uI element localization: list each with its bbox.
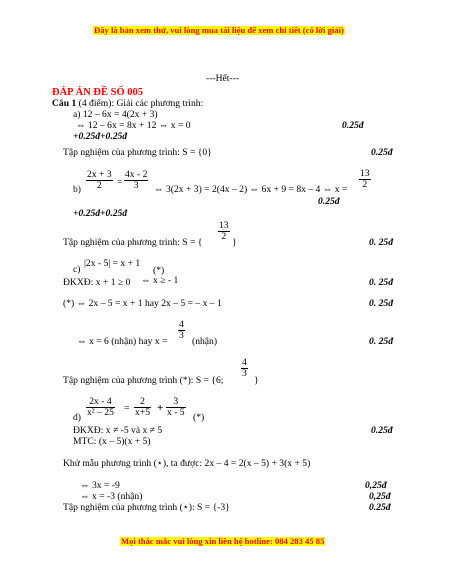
question-points: (4 điểm): Giải các phương trình:	[78, 98, 204, 109]
part-c-solution-set: Tập nghiệm của phương trình (*): S = {6;	[63, 375, 224, 386]
part-d-step-2: ⇔ x = -3 (nhận)	[80, 491, 143, 502]
part-d-label: d)	[73, 412, 81, 423]
question-1-header	[52, 99, 203, 110]
solution-set-value: {0}	[197, 147, 212, 158]
numerator: 13	[219, 220, 229, 231]
denominator: 2	[221, 231, 227, 243]
part-a-solution-set	[63, 148, 212, 159]
part-a-score-1: 0.25đ	[342, 120, 364, 131]
part-b-fraction-2	[124, 170, 148, 191]
part-b-score-1: 0.25đ	[318, 196, 340, 207]
numerator: 4	[179, 319, 184, 330]
question-label: Câu 1	[52, 98, 77, 109]
part-c-label: c)	[73, 264, 81, 275]
part-d-score-3: 0,25đ	[369, 491, 391, 502]
part-b-x-fraction	[359, 169, 371, 190]
part-c-star: (*)	[153, 265, 165, 276]
numerator: 4x - 2	[125, 169, 148, 180]
part-c-condition-2: ⇔ x ≥ - 1	[141, 275, 179, 286]
set-close-brace: }	[254, 375, 259, 386]
part-d-condition: ĐKXĐ: x ≠ -5 và x ≠ 5	[73, 425, 163, 436]
part-d-score-4: 0.25đ	[369, 502, 391, 513]
numerator: 3	[166, 397, 186, 408]
part-d-fraction-3	[166, 397, 186, 418]
part-c-accepted: (nhận)	[192, 336, 218, 347]
denominator: 3	[179, 330, 184, 342]
part-c-equation: |2x - 5| = x + 1	[84, 258, 141, 269]
numerator: 2	[134, 397, 151, 408]
denominator: 2	[96, 180, 102, 192]
hotline-banner: Mọi thắc mắc vui lòng xin liên hệ hotline: 084 283 45 85	[121, 536, 325, 546]
part-d-solution-set: Tập nghiệm của phương trình (⋆): S = {-3}	[63, 502, 230, 513]
solution-set-label: Tập nghiệm của phương trình: S =	[63, 147, 198, 158]
part-d-common-denominator: MTC: (x – 5)(x + 5)	[73, 436, 151, 447]
answer-title: ĐÁP ÁN ĐỀ SỐ 005	[52, 87, 144, 98]
part-d-fraction-2	[134, 397, 151, 418]
part-a-solution: ⇔ 12 – 6x = 8x + 12 ⇔ x = 0	[76, 120, 191, 131]
part-a-score-line: +0.25đ+0.25đ	[73, 131, 128, 142]
numerator: 2x - 4	[86, 397, 115, 408]
numerator: 4	[242, 357, 247, 368]
part-c-set-fraction	[241, 358, 248, 379]
numerator: 2x + 3	[87, 169, 112, 180]
denominator: 3	[133, 180, 139, 192]
part-c-score-3: 0. 25đ	[369, 336, 393, 347]
part-c-step: (*) ⇔ 2x – 5 = x + 1 hay 2x – 5 = – x – 1	[63, 298, 222, 309]
denominator: x - 5	[167, 407, 185, 419]
part-c-result: ⇔ x = 6 (nhận) hay x =	[77, 336, 168, 347]
denominator: 2	[362, 179, 368, 191]
plus-sign: +	[157, 402, 164, 414]
part-a-score-2: 0.25đ	[371, 147, 393, 158]
end-marker: ---Hết---	[206, 73, 240, 84]
part-b-fraction-1	[86, 170, 113, 191]
equals-sign: =	[124, 403, 130, 414]
part-d-step-1: ⇔ 3x = -9	[80, 480, 120, 491]
part-d-star: (*)	[193, 412, 205, 423]
denominator: x² – 25	[87, 407, 114, 419]
part-d-fraction-1	[86, 397, 115, 418]
part-b-score-line: +0.25đ+0.25đ	[73, 208, 128, 219]
part-c-fraction	[178, 320, 185, 341]
equals-sign: =	[117, 177, 123, 188]
preview-banner: Đây là bản xem thử, vui lòng mua tài liệu để xem chi tiết (có lời giải)	[94, 25, 344, 35]
part-a-equation: a) 12 – 6x = 4(2x + 3)	[73, 109, 158, 120]
part-c-score-2: 0. 25đ	[369, 298, 393, 309]
part-b-chain: ⇔ 3(2x + 3) = 2(4x – 2) ⇔ 6x + 9 = 8x – 4 ⇔ x =	[154, 184, 348, 195]
numerator: 13	[360, 168, 370, 179]
part-c-condition: ĐKXĐ: x + 1 ≥ 0	[63, 277, 131, 288]
part-b-label: b)	[73, 184, 81, 195]
set-close-brace: }	[232, 237, 237, 248]
part-c-score-1: 0. 25đ	[369, 277, 393, 288]
part-d-clear-denominators: Khử mẫu phương trình (⋆), ta được: 2x – 4 = 2(x – 5) + 3(x + 5)	[63, 458, 311, 469]
denominator: x+5	[135, 407, 151, 419]
denominator: 3	[242, 368, 247, 380]
part-b-score-2: 0. 25đ	[369, 237, 393, 248]
part-b-solution-set: Tập nghiệm của phương trình: S = {	[63, 237, 203, 248]
part-d-score-2: 0,25đ	[365, 480, 387, 491]
part-b-set-fraction	[218, 221, 230, 242]
part-d-score-1: 0.25đ	[371, 425, 393, 436]
